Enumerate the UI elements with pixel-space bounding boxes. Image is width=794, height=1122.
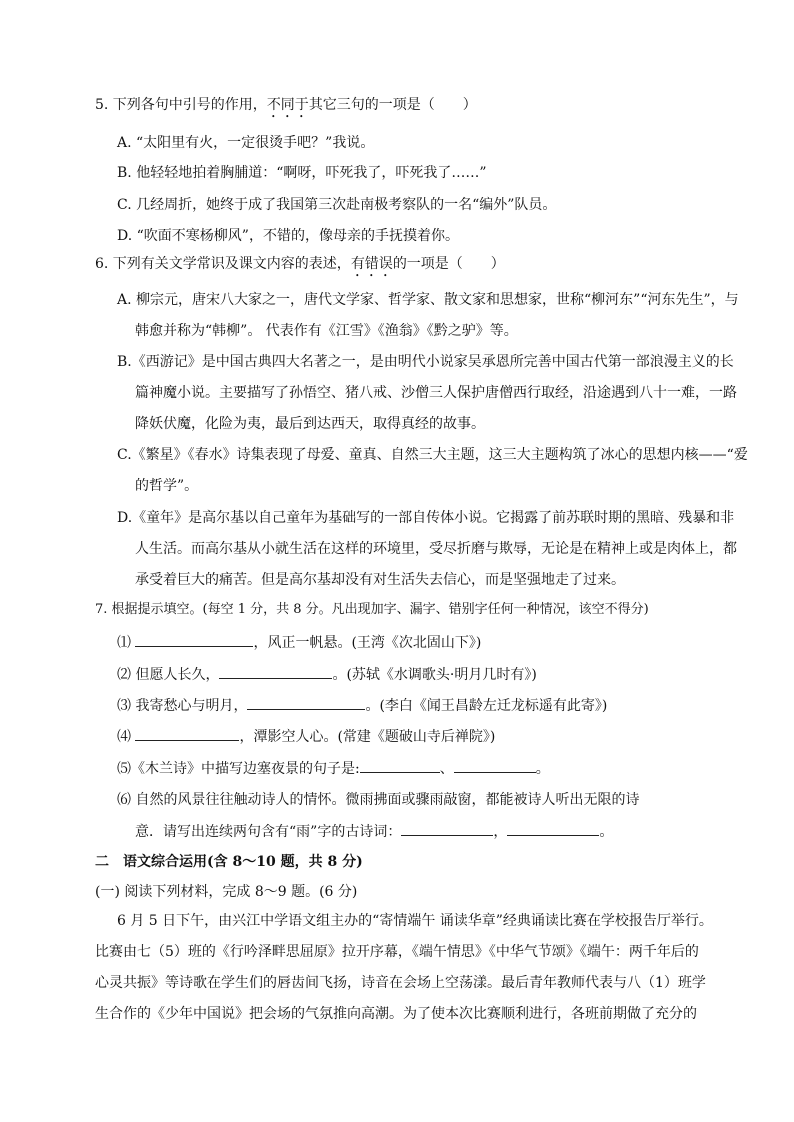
q7-item-1-text: ，风正一帆悬。(王湾《次北固山下》) <box>253 635 482 651</box>
q6-option-d-line3: 承受着巨大的痛苦。但是高尔基却没有对生活失去信心，而是坚强地走了过来。 <box>135 572 625 588</box>
q7-item-3-prefix: 我寄愁心与明月， <box>135 698 248 714</box>
answer-blank-5[interactable] <box>360 758 440 773</box>
material-paragraph-line2: 比赛由七（5）班的《行吟泽畔思屈原》拉开序幕，《端午情思》《中华气节颂》《端午：两千年后的 <box>95 944 699 960</box>
answer-blank-8[interactable] <box>507 821 599 836</box>
q6-option-d-line2: 人生活。而高尔基从小就生活在这样的环境里，受尽折磨与欺辱，无论是在精神上或是肉体上，都 <box>135 541 737 557</box>
q7-item-6-line1: ⑹ 自然的风景往往触动诗人的情怀。微雨拂面或骤雨敲窗，都能被诗人听出无限的诗 <box>117 792 640 808</box>
answer-blank-1[interactable] <box>135 632 253 647</box>
q6-option-a-line1: A. 柳宗元，唐宋八大家之一，唐代文学家、哲学家、散文家和思想家，世称“柳河东”“河东先生”，与 <box>117 292 739 308</box>
material-paragraph-line3: 心灵共振》等诗歌在学生们的唇齿间飞扬，诗音在会场上空荡漾。最后青年教师代表与八（1）班学 <box>95 975 706 991</box>
q7-item-4-text: ，潭影空人心。(常建《题破山寺后禅院》) <box>239 729 496 745</box>
answer-blank-3[interactable] <box>247 695 365 710</box>
q5-stem-emphasis: 不同于 <box>266 97 309 113</box>
q7-item-1-number: ⑴ <box>117 635 131 651</box>
q6-stem-pre: 6. 下列有关文学常识及课文内容的表述， <box>95 256 351 272</box>
q7-item-6-separator: ， <box>493 824 508 840</box>
q6-stem <box>95 254 505 280</box>
q7-item-5 <box>117 758 550 779</box>
q5-option-c: C. 几经周折，她终于成了我国第三次赴南极考察队的一名“编外”队员。 <box>117 197 557 213</box>
q7-item-5-separator: 、 <box>439 761 454 777</box>
q7-item-2-prefix: 但愿人长久， <box>135 667 220 683</box>
q7-item-2-text: 。(苏轼《水调歌头·明月几时有》) <box>332 667 537 683</box>
q7-item-5-text: ⑸《木兰诗》中描写边塞夜景的句子是: <box>117 761 360 777</box>
q6-option-b-line3: 降妖伏魔，化险为夷，最后到达西天，取得真经的故事。 <box>135 416 485 432</box>
q7-item-3 <box>117 695 607 716</box>
answer-blank-2[interactable] <box>219 664 332 679</box>
material-paragraph-line1: 6 月 5 日下午，由兴江中学语文组主办的“寄情端午 诵读华章”经典诵读比赛在学校报告厅举行。 <box>117 913 713 929</box>
q5-stem-pre: 5. 下列各句中引号的作用， <box>95 97 267 113</box>
answer-blank-6[interactable] <box>454 758 536 773</box>
q7-item-1 <box>117 632 481 653</box>
q7-item-2-number: ⑵ <box>117 667 131 683</box>
q7-item-5-end: 。 <box>535 761 550 777</box>
q6-option-a-line2: 韩愈并称为“韩柳”。 代表作有《江雪》《渔翁》《黔之驴》等。 <box>135 323 518 339</box>
section-2-heading: 二 语文综合运用(含 8～10 题，共 8 分) <box>95 854 363 870</box>
q7-item-2 <box>117 664 537 685</box>
q7-item-6-end: 。 <box>599 824 614 840</box>
q6-stem-emphasis: 有错误 <box>350 256 393 272</box>
q5-option-b: B. 他轻轻地拍着胸脯道：“啊呀，吓死我了，吓死我了……” <box>117 165 487 181</box>
answer-blank-7[interactable] <box>401 821 493 836</box>
q5-option-d: D. “吹面不寒杨柳风”，不错的，像母亲的手抚摸着你。 <box>117 228 459 244</box>
q7-item-6-prompt: 意．请写出连续两句含有“雨”字的古诗词： <box>135 824 402 840</box>
q5-stem <box>95 95 477 121</box>
q7-stem: 7. 根据提示填空。(每空 1 分，共 8 分。凡出现加字、漏字、错别字任何一种情况，该空不得分) <box>95 602 649 617</box>
q5-stem-post: 其它三句的一项是（ ） <box>308 97 477 113</box>
q7-item-6-line2 <box>135 821 613 842</box>
section-2-subheading: (一) 阅读下列材料，完成 8～9 题。(6 分) <box>95 884 358 900</box>
q6-option-c-line2: 的哲学”。 <box>135 478 199 494</box>
q5-option-a: A. “太阳里有火，一定很烫手吧？”我说。 <box>117 135 375 151</box>
q6-stem-post: 的一项是（ ） <box>392 256 505 272</box>
q7-item-4-number: ⑷ <box>117 729 131 745</box>
q7-item-3-number: ⑶ <box>117 698 131 714</box>
q6-option-b-line2: 篇神魔小说。主要描写了孙悟空、猪八戒、沙僧三人保护唐僧西行取经，沿途遇到八十一难，一路 <box>135 385 737 401</box>
answer-blank-4[interactable] <box>135 726 239 741</box>
q6-option-d-line1: D.《童年》是高尔基以自己童年为基础写的一部自传体小说。它揭露了前苏联时期的黑暗、残暴和非 <box>117 510 735 526</box>
q6-option-c-line1: C.《繁星》《春水》诗集表现了母爱、童真、自然三大主题，这三大主题构筑了冰心的思想内核——“爱 <box>117 447 748 463</box>
q7-item-4 <box>117 726 495 747</box>
q7-item-3-text: 。(李白《闻王昌龄左迁龙标遥有此寄》) <box>365 698 608 714</box>
q6-option-b-line1: B.《西游记》是中国古典四大名著之一，是由明代小说家吴承恩所完善中国古代第一部浪漫主义的长 <box>117 354 734 370</box>
material-paragraph-line4: 生合作的《少年中国说》把会场的气氛推向高潮。为了使本次比赛顺利进行，各班前期做了充分的 <box>95 1006 697 1022</box>
